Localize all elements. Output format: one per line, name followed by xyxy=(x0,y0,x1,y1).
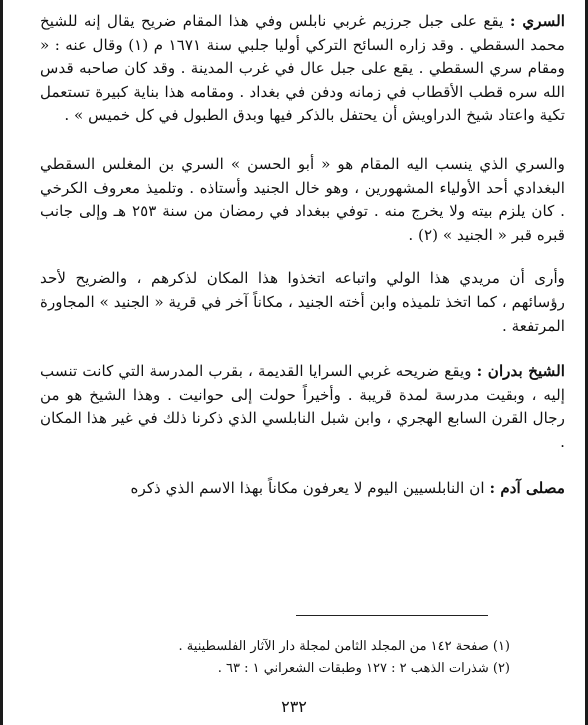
heading-musalla-adam: مصلى آدم : xyxy=(489,478,565,497)
paragraph-sari xyxy=(40,10,565,128)
paragraph-text: ان النابلسيين اليوم لا يعرفون مكاناً بهذا الاسم الذي ذكره xyxy=(130,478,490,497)
page-number: ٢٣٢ xyxy=(281,697,307,716)
heading-sari: السري : xyxy=(509,12,565,30)
footnote-separator xyxy=(296,615,488,616)
paragraph-musalla-adam xyxy=(40,477,565,501)
paragraph-badran xyxy=(40,360,565,454)
footnote-2: (٢) شذرات الذهب ٢ : ١٢٧ وطبقات الشعراني ١ : ٦٣ . xyxy=(217,661,510,676)
footnotes xyxy=(40,636,510,680)
footnote-1: (١) صفحة ١٤٢ من المجلد الثامن لمجلة دار الآثار الفلسطينية . xyxy=(178,639,510,654)
heading-badran: الشيخ بدران : xyxy=(476,362,565,381)
body-text xyxy=(40,10,565,500)
paragraph-text: يقع على جبل جرزيم غربي نابلس وفي هذا المقام ضريح يقال إنه للشيخ محمد السقطي . وقد زاره السائح التركي أوليا جلبي سنة ١٦٧١ م (١) وقال عنه : « ومقام سري السقطي . يقع على جبل عال في غرب المدينة . وقد كان صاحبه قدس الله سره قطب الأقطاب في زمانه ودفن في بغداد . ومقامه هذا بناية كبيرة تستعمل تكية واعتاد شيخ الدراويش أن يحتفل بالذكر فيها وبدق الطبول في كل خميس » . xyxy=(40,12,565,125)
paragraph-opinion xyxy=(40,267,565,338)
paragraph-sari-bio xyxy=(40,153,565,247)
page-edge-left xyxy=(0,0,3,725)
paragraph-text: والسري الذي ينسب اليه المقام هو « أبو الحسن » السري بن المغلس السقطي البغدادي أحد الأولياء المشهورين ، وهو خال الجنيد وأستاذه . وتلميذ معروف الكرخي . كان يلزم بيته ولا يخرج منه . توفي ببغداد في رمضان من سنة ٢٥٣ هـ وإلى جانب قبره قبر « الجنيد » (٢) . xyxy=(40,154,566,244)
paragraph-text: وأرى أن مريدي هذا الولي واتباعه اتخذوا هذا المكان لذكرهم ، والضريح لأحد رؤسائهم ، كما اتخذ تلميذه وابن أخته الجنيد ، مكاناً آخر في قرية « الجنيد » المجاورة المرتفعة . xyxy=(40,269,565,335)
paragraph-text: ويقع ضريحه غربي السرايا القديمة ، بقرب المدرسة التي كانت تنسب إليه ، وبقيت مدرسة لمدة قريبة . وأخيراً حولت إلى حوانيت . وهذا الشيخ هو من رجال القرن السابع الهجري ، وابن شبل النابلسي الذي ذكرنا ذلك في غير هذا المكان . xyxy=(40,362,565,451)
